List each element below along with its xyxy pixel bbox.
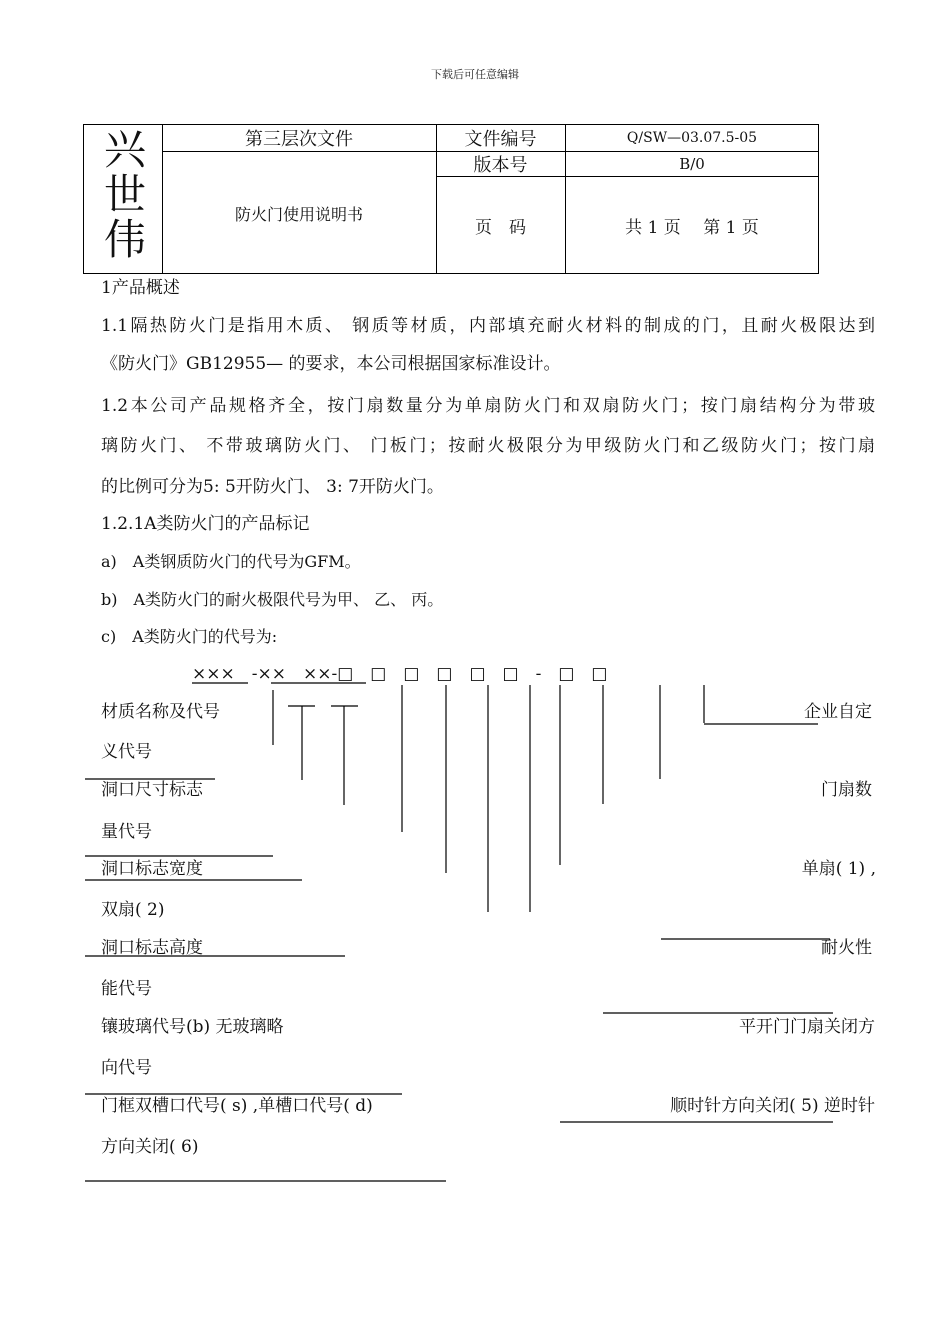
file-number-label: 文件编号 bbox=[464, 129, 537, 150]
document-level: 第三层次文件 bbox=[245, 129, 353, 150]
watermark: 下载后可任意编辑 bbox=[431, 68, 519, 81]
label-counterclockwise-cont: 方向关闭( 6) bbox=[101, 1137, 199, 1157]
label-frame-groove: 门框双槽口代号( s) ,单槽口代号( d) bbox=[101, 1096, 373, 1116]
label-opening-size: 洞口尺寸标志 bbox=[101, 780, 203, 800]
label-custom-code-cont: 义代号 bbox=[101, 742, 152, 762]
paragraph-1-2-line-1: 1.2本公司产品规格齐全，按门扇数量分为单扇防火门和双扇防火门；按门扇结构分为带玻 bbox=[101, 396, 875, 416]
file-number-value: Q/SW—03.07.5-05 bbox=[626, 130, 758, 146]
label-opening-width: 洞口标志宽度 bbox=[101, 859, 203, 879]
paragraph-1-1-line-1: 1.1隔热防火门是指用木质、 钢质等材质，内部填充耐火材料的制成的门，且耐火极限达到 bbox=[101, 316, 875, 336]
section-1-title: 1产品概述 bbox=[101, 278, 180, 298]
label-enterprise-custom: 企业自定 bbox=[804, 702, 872, 722]
label-material-code: 材质名称及代号 bbox=[101, 702, 220, 722]
paragraph-1-1-line-2: 《防火门》GB12955— 的要求，本公司根据国家标准设计。 bbox=[101, 354, 561, 374]
item-b: b) A类防火门的耐火极限代号为甲、 乙、 丙。 bbox=[101, 590, 444, 609]
version-label: 版本号 bbox=[473, 155, 528, 176]
item-c: c) A类防火门的代号为: bbox=[101, 627, 278, 646]
page-value: 共 1 页 第 1 页 bbox=[625, 218, 759, 238]
label-swing-door-direction: 平开门门扇关闭方 bbox=[739, 1017, 875, 1037]
logo-char-2: 世 bbox=[103, 170, 146, 219]
product-code-template: ××× -×× ××-□ □ □ □ □ □ - □ □ bbox=[192, 664, 608, 684]
label-direction-cont: 向代号 bbox=[101, 1058, 152, 1078]
paragraph-1-2-line-2: 璃防火门、 不带玻璃防火门、 门板门；按耐火极限分为甲级防火门和乙级防火门；按门扇 bbox=[101, 436, 875, 456]
label-leaf-count-cont: 量代号 bbox=[101, 822, 152, 842]
label-glass-code: 镶玻璃代号(b) 无玻璃略 bbox=[101, 1017, 284, 1037]
label-clockwise: 顺时针方向关闭( 5) 逆时针 bbox=[670, 1096, 875, 1116]
version-value: B/0 bbox=[679, 155, 705, 173]
label-fire-rating-cont: 能代号 bbox=[101, 979, 152, 999]
document-title: 防火门使用说明书 bbox=[234, 204, 363, 224]
paragraph-1-2-line-3: 的比例可分为5: 5开防火门、 3: 7开防火门。 bbox=[101, 477, 444, 497]
page-label: 页 码 bbox=[475, 218, 526, 238]
label-opening-height: 洞口标志高度 bbox=[101, 938, 203, 958]
item-a: a) A类钢质防火门的代号为GFM。 bbox=[101, 552, 361, 571]
label-double-leaf: 双扇( 2) bbox=[101, 900, 165, 920]
logo-char-1: 兴 bbox=[103, 125, 146, 174]
label-fire-rating: 耐火性 bbox=[821, 938, 872, 958]
label-single-leaf: 单扇( 1) , bbox=[801, 859, 876, 879]
section-1-2-1-title: 1.2.1A类防火门的产品标记 bbox=[101, 514, 310, 534]
label-leaf-count: 门扇数 bbox=[821, 780, 872, 800]
logo-char-3: 伟 bbox=[103, 215, 146, 264]
